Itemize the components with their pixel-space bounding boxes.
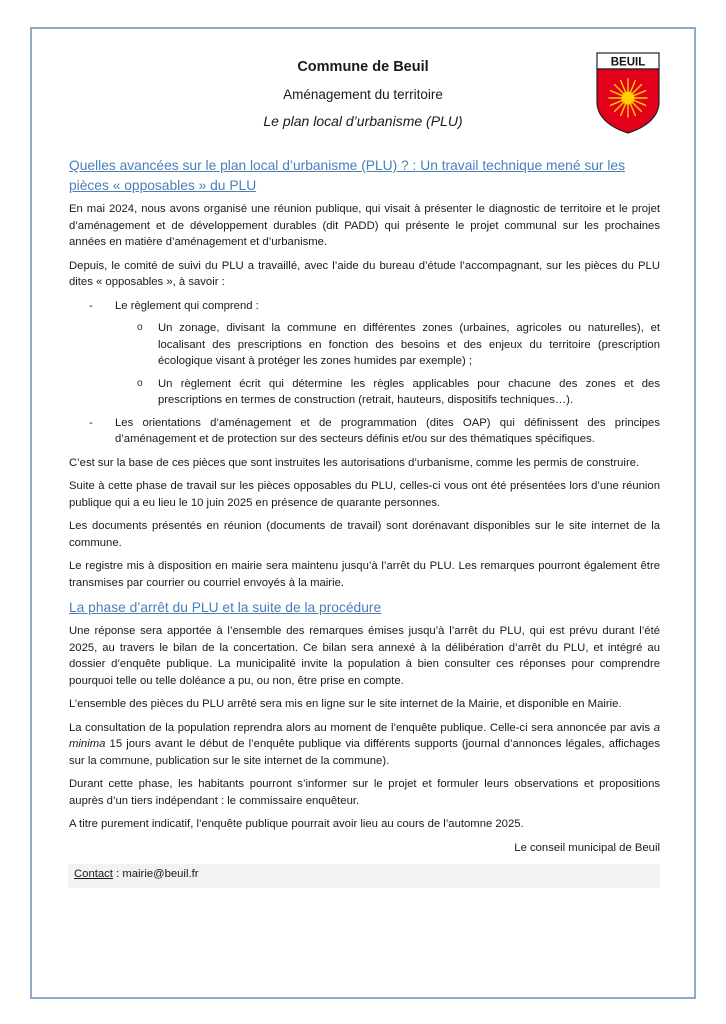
list-item-zonage [115,320,660,370]
list-item-reglement-ecrit [115,376,660,409]
crest-label: BEUIL [610,56,646,69]
sub-list [115,320,660,409]
commune-title: Commune de Beuil [297,59,429,75]
paragraph: Une réponse sera apportée à l’ensemble des remarques émises jusqu’à l’arrêt du PLU, qui est prévu durant l’été 2025, au travers le bilan de la concertation. Ce bilan sera annexé à la délibération d’arrêt du PLU, et intégré au dossier d’enquête publique. La municipalité invite la population à bien consulter ces réponses pour comprendre pourquoi telle ou telle doléance a pu, ou non, être prise en compte. [69,625,660,687]
list-item-oap [69,415,660,448]
document-subtitle: Aménagement du territoire [283,87,443,102]
circle-bullet: o [137,322,143,333]
document-body [69,156,660,888]
contact-box [68,864,660,888]
dash-list [69,298,660,448]
section-heading-avancees: Quelles avancées sur le plan local d’urbanisme (PLU) ? : Un travail technique mené sur les pièces « opposables » du PLU [69,158,625,193]
list-item-text: Un règlement écrit qui détermine les règles applicables pour chacune des zones et des prescriptions en termes de construction (retrait, hauteurs, dispositifs techniques…). [158,377,660,406]
paragraph: Depuis, le comité de suivi du PLU a travaillé, avec l’aide du bureau d’étude l’accompagnant, sur les pièces du PLU dites « opposables », à savoir : [69,259,660,288]
paragraph: L’ensemble des pièces du PLU arrêté sera mis en ligne sur le site internet de la Mairie, et disponible en Mairie. [69,698,622,710]
emphasis-text: a minima [69,721,660,750]
dash-bullet: - [89,416,93,429]
list-item-text: Les orientations d’aménagement et de programmation (dites OAP) qui définissent des principes d’aménagement et de protection sur des secteurs définis et/ou sur des thématiques spécifiques. [115,416,660,445]
document-title: Le plan local d’urbanisme (PLU) [263,113,463,129]
paragraph: Suite à cette phase de travail sur les pièces opposables du PLU, celles-ci vous ont été présentées lors d’une réunion publique qui a eu lieu le 10 juin 2025 en présence de quarante personnes. [69,480,660,509]
paragraph [69,720,660,770]
paragraph: C’est sur la base de ces pièces que sont instruites les autorisations d’urbanisme, comme les permis de construire. [69,456,640,469]
paragraph: Le registre mis à disposition en mairie sera maintenu jusqu’à l’arrêt du PLU. Les remarques pourront également être transmises par courrier ou courriel envoyés à la mairie. [69,560,660,589]
signature: Le conseil municipal de Beuil [514,841,660,854]
paragraph: Les documents présentés en réunion (documents de travail) sont dorénavant disponibles sur le site internet de la commune. [69,520,660,549]
paragraph: A titre purement indicatif, l’enquête publique pourrait avoir lieu au cours de l’automne 2025. [69,818,524,830]
list-item-text: Un zonage, divisant la commune en différentes zones (urbaines, agricoles ou naturelles), et localisant des prescriptions en fonction des besoins et des enjeux du territoire (prescription écologique visant à protéger les zones humides par exemple) ; [158,322,660,367]
beuil-coat-of-arms-icon [596,52,660,134]
contact-separator: : [112,868,123,880]
paragraph: En mai 2024, nous avons organisé une réunion publique, qui visait à présenter le diagnostic de territoire et le projet d’aménagement et de développement durables (dit PADD) qui présente le projet communal sur les prochaines années en matière d’aménagement et d’urbanisme. [69,203,660,248]
list-item-text: Le règlement qui comprend : [115,299,259,312]
contact-email: mairie@beuil.fr [122,868,199,880]
paragraph-text: La consultation de la population reprendra alors au moment de l’enquête publique. Celle-ci sera annoncée par avis [69,721,654,734]
paragraph-text: 15 jours avant le début de l’enquête publique via différents supports (journal d’annonces légales, affichages sur la commune, publication sur le site internet de la commune). [69,738,660,767]
contact-label: Contact [74,868,113,880]
section-heading-phase-arret: La phase d’arrêt du PLU et la suite de la procédure [69,600,382,615]
circle-bullet: o [137,377,143,389]
paragraph: Durant cette phase, les habitants pourront s’informer sur le projet et formuler leurs observations et propositions auprès d’un tiers indépendant : le commissaire enquêteur. [69,778,660,807]
dash-bullet: - [89,299,93,312]
list-item-reglement [69,298,660,409]
